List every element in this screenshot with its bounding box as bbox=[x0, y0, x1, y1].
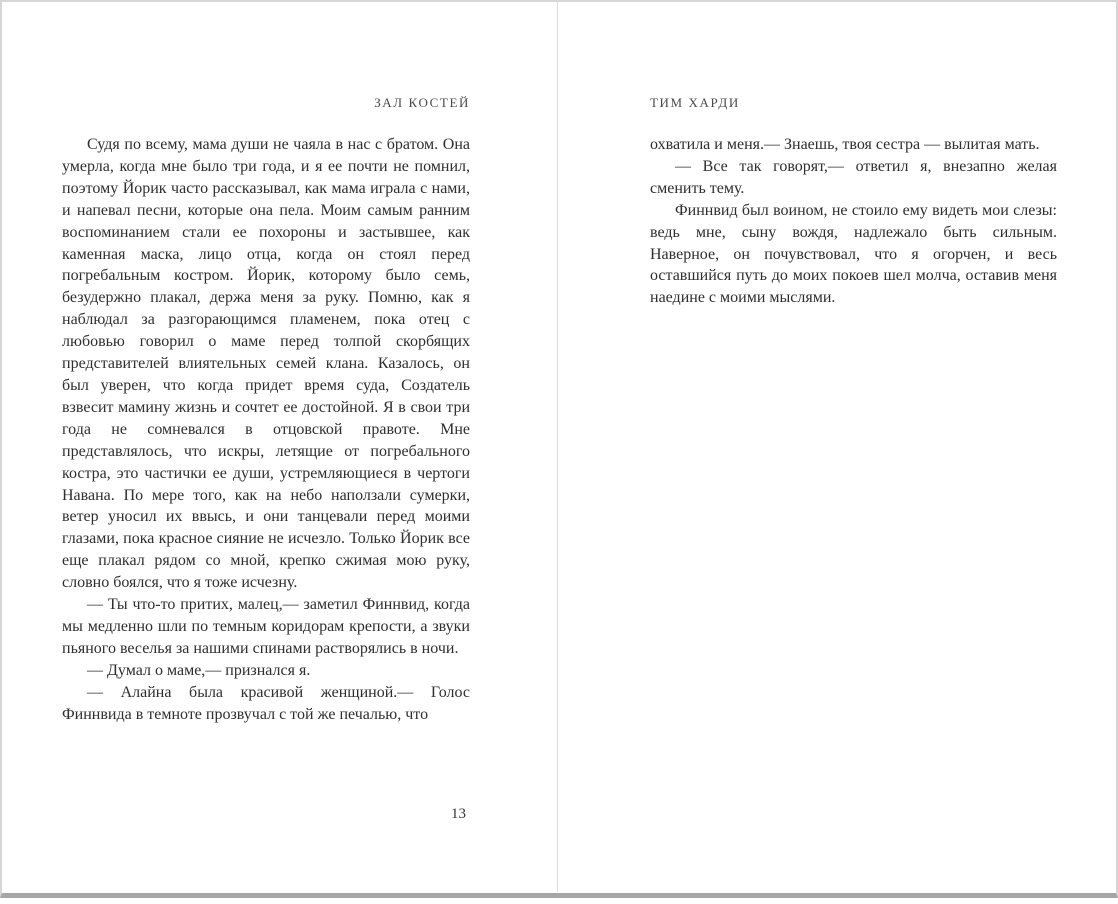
paragraph: — Все так говорят,— ответил я, внезапно желая сменить тему. bbox=[650, 157, 1057, 197]
running-head-book-title: ЗАЛ КОСТЕЙ bbox=[374, 95, 470, 110]
paragraph: охватила и меня.— Знаешь, твоя сестра — вылитая мать. bbox=[650, 136, 1040, 153]
paragraph: — Думал о маме,— признался я. bbox=[87, 661, 311, 679]
page-number: 13 bbox=[451, 806, 466, 822]
paragraph: — Алайна была красивой женщиной.— Голос Финнвида в темноте прозвучал с той же печалью, что bbox=[62, 683, 470, 723]
left-page bbox=[62, 0, 470, 904]
right-page-text bbox=[650, 134, 1057, 309]
left-page-text bbox=[62, 134, 470, 725]
paragraph: Финнвид был воином, не стоило ему видеть мои слезы: ведь мне, сыну вождя, надлежало быть сильным. Наверное, он почувствовал, что я огорчен, и весь оставшийся путь до моих покоев шел молча, оставив меня наедине с моими мыслями. bbox=[650, 201, 1057, 307]
paragraph: Судя по всему, мама души не чаяла в нас с братом. Она умерла, когда мне было три года, и я ее почти не помнил, поэтому Йорик часто рассказывал, как мама играла с нами, и напевал песни, которые она пела. Моим самым ранним воспоминанием стали ее похороны и застывшее, как каменная маска, лицо отца, когда он стоял перед погребальным костром. Йорик, которому было семь, безудержно плакал, держа меня за руку. Помню, как я наблюдал за разгорающимся пламенем, пока отец с любовью говорил о маме перед толпой скорбящих представителей влиятельных семей клана. Казалось, он был уверен, что когда придет время суда, Создатель взвесит мамину жизнь и сочтет ее достойной. Я в свои три года не сомневался в отцовской правоте. Мне представлялось, что искры, летящие от погребального костра, это частички ее души, устремляющиеся в чертоги Навана. По мере того, как на небо наползали сумерки, ветер уносил их ввысь, и они танцевали перед моими глазами, пока красное сияние не исчезло. Только Йорик все еще плакал рядом со мной, крепко сжимая мою руку, словно боялся, что я тоже исчезну. bbox=[62, 136, 470, 592]
spine-divider bbox=[557, 2, 558, 892]
right-page bbox=[650, 0, 1057, 904]
paragraph: — Ты что-то притих, малец,— заметил Финнвид, когда мы медленно шли по темным коридорам крепости, а звуки пьяного веселья за нашими спинами растворялись в ночи. bbox=[62, 596, 470, 657]
running-head-author-name: ТИМ ХАРДИ bbox=[650, 95, 740, 110]
